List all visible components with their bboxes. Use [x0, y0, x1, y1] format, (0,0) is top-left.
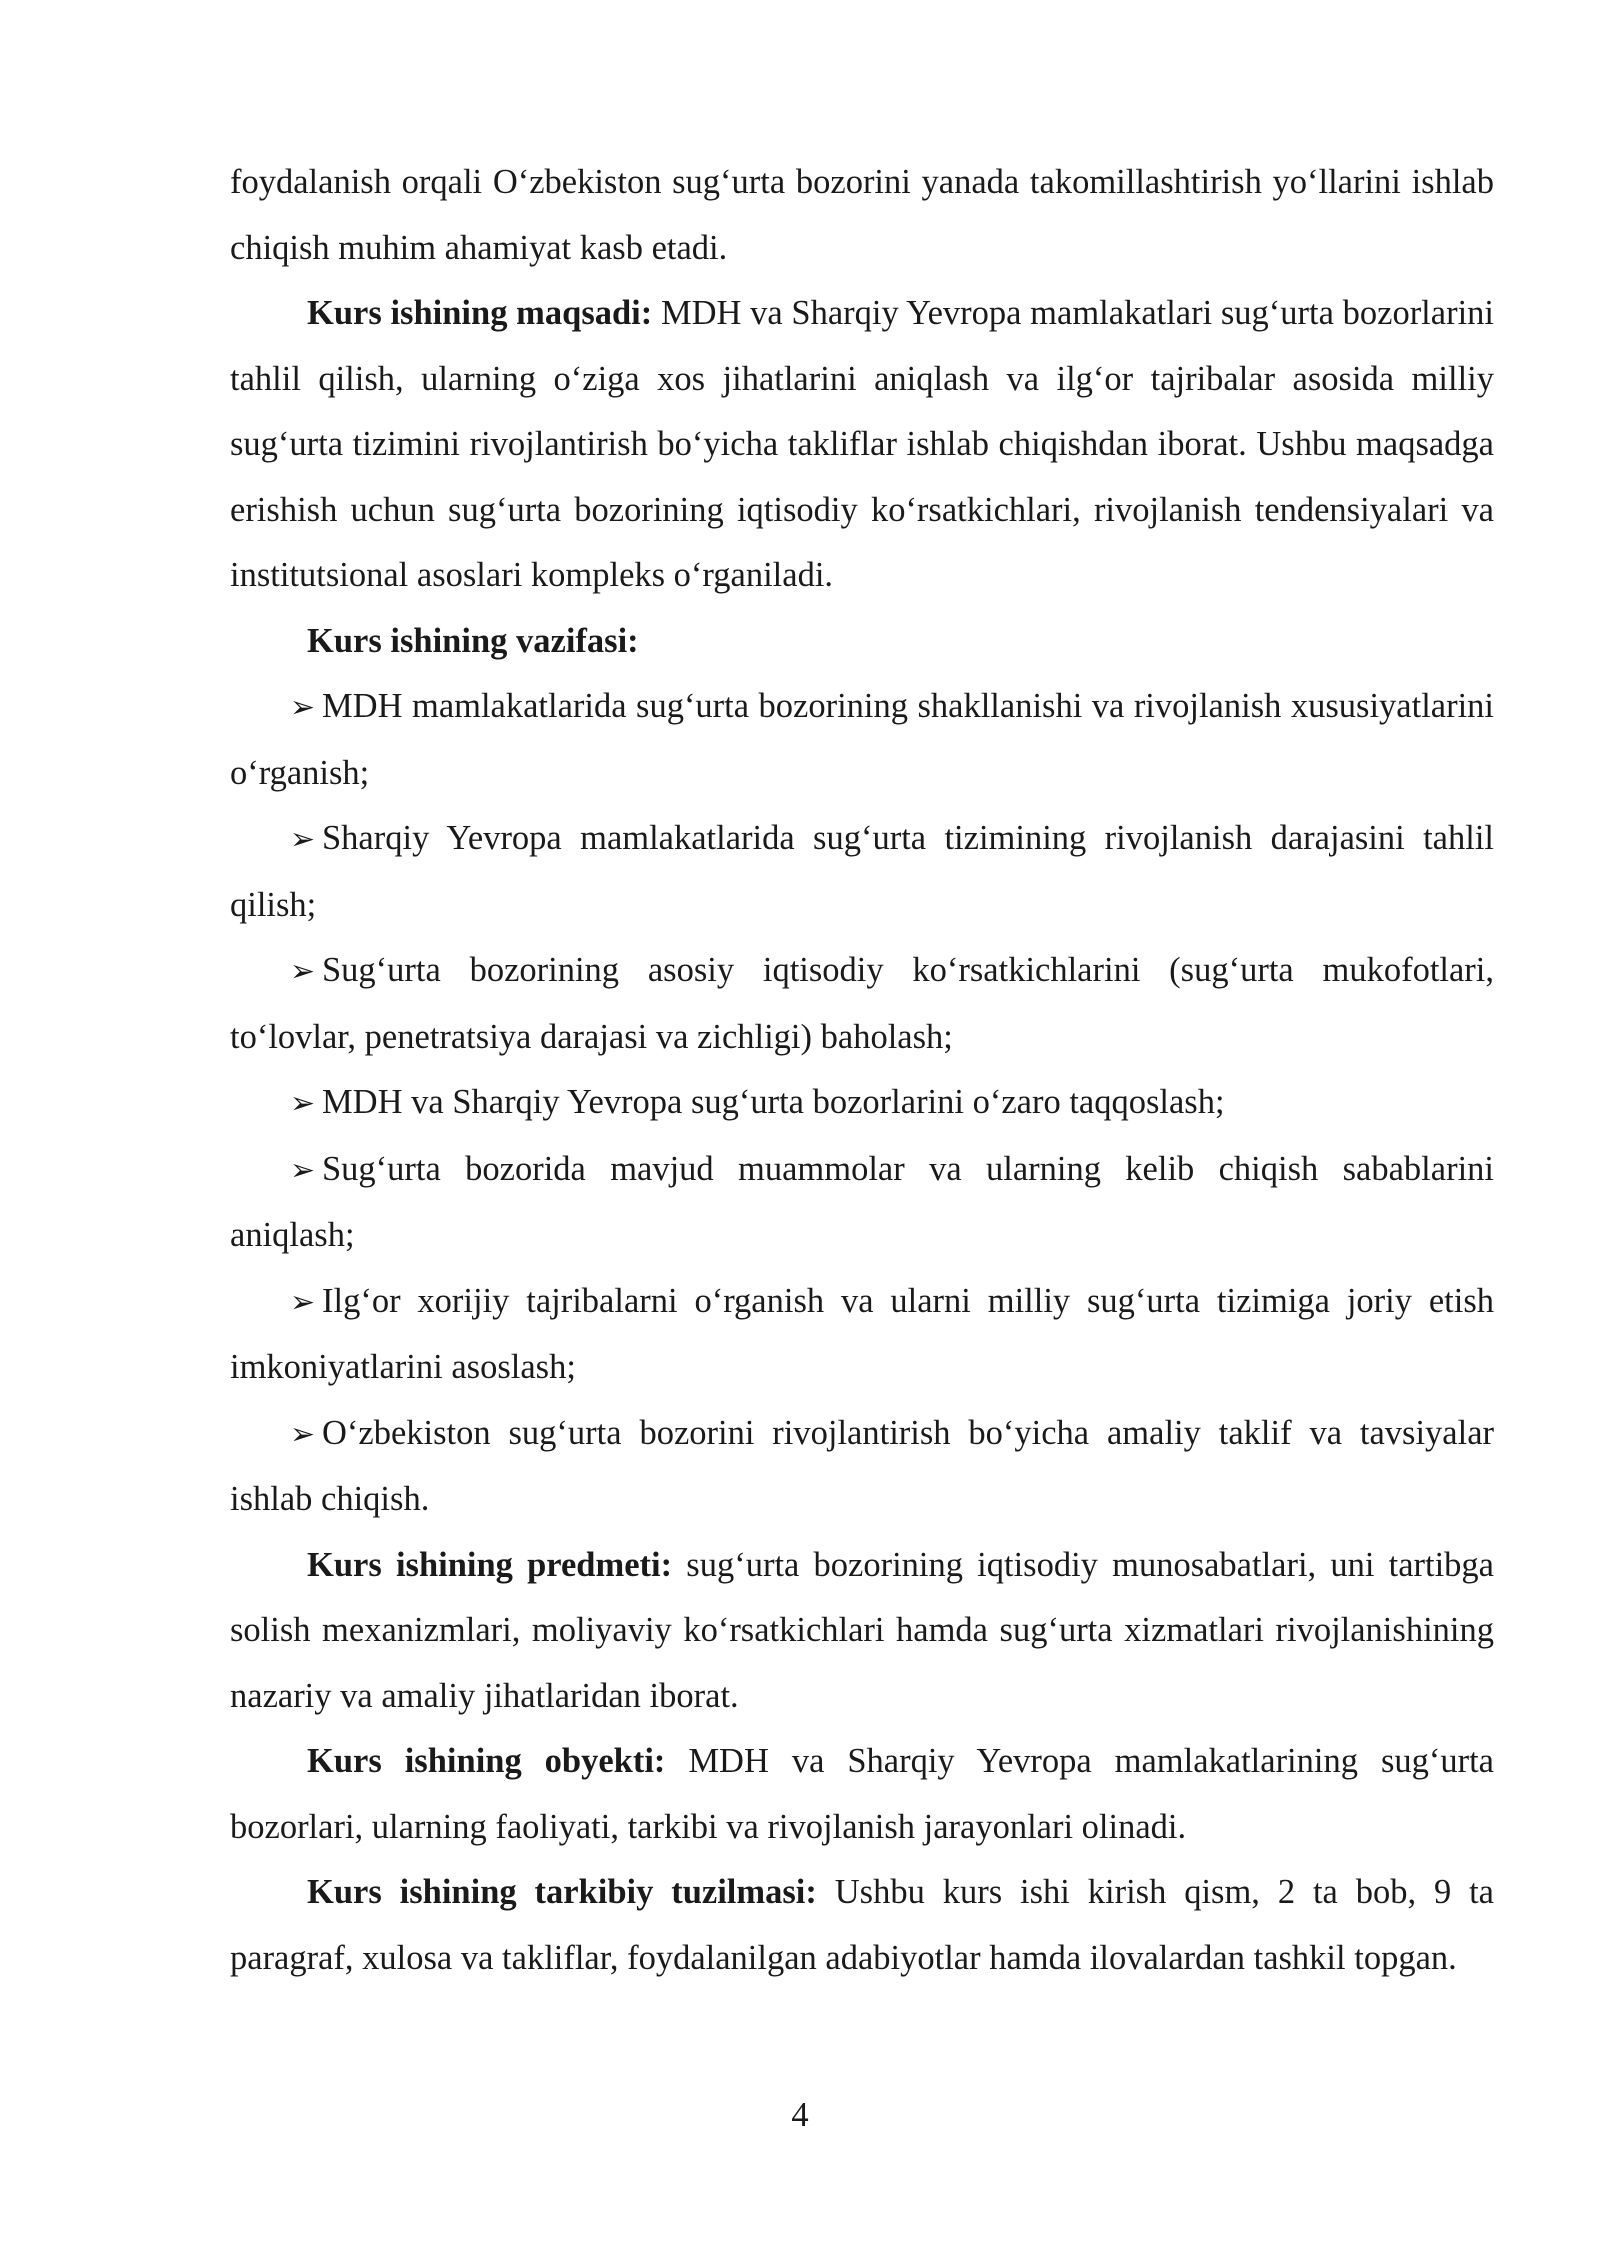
task-item-text: O‘zbekiston sug‘urta bozorini rivojlantirish bo‘yicha amaliy taklif va tavsiyalar ishlab chiqish. — [230, 1413, 1494, 1518]
arrowhead-bullet-icon: ➢ — [290, 690, 316, 725]
structure-paragraph — [230, 1860, 1494, 1991]
arrowhead-bullet-icon: ➢ — [290, 1086, 316, 1121]
structure-text: Ushbu kurs ishi kirish qism, 2 ta bob, 9 ta paragraf, xulosa va takliflar, foydalanilgan adabiyotlar hamda ilovalardan tashkil topgan. — [230, 1873, 1494, 1977]
intro-continuation-paragraph: foydalanish orqali O‘zbekiston sug‘urta bozorini yanada takomillashtirish yo‘llarini ishlab chiqish muhim ahamiyat kasb etadi. — [230, 163, 1494, 267]
task-item — [230, 1137, 1494, 1269]
object-heading: Kurs ishining obyekti: — [307, 1742, 666, 1780]
goal-text: MDH va Sharqiy Yevropa mamlakatlari sug‘urta bozorlarini tahlil qilish, ularning o‘ziga xos jihatlarini aniqlash va ilg‘or tajribalar asosida milliy sug‘urta tizimini rivojlantirish bo‘yicha takliflar ishlab chiqishdan iborat. Ushbu maqsadga erishish uchun sug‘urta bozorining iqtisodiy ko‘rsatkichlari, rivojlanish tendensiyalari va institutsional asoslari kompleks o‘rganiladi. — [230, 294, 1494, 594]
task-item — [230, 938, 1494, 1070]
task-item — [230, 1070, 1494, 1137]
arrowhead-bullet-icon: ➢ — [290, 822, 316, 857]
task-item — [230, 1401, 1494, 1533]
task-item — [230, 806, 1494, 938]
task-item-text: Sharqiy Yevropa mamlakatlarida sug‘urta tizimining rivojlanish darajasini tahlil qilish; — [230, 819, 1494, 924]
object-paragraph — [230, 1729, 1494, 1860]
arrowhead-bullet-icon: ➢ — [290, 1152, 316, 1188]
task-item-text: Ilg‘or xorijiy tajribalarni o‘rganish va ularni milliy sug‘urta tizimiga joriy etish imkoniyatlarini asoslash; — [230, 1281, 1494, 1386]
document-body — [230, 150, 1494, 1991]
object-text: MDH va Sharqiy Yevropa mamlakatlarining sug‘urta bozorlari, ularning faoliyati, tarkibi va rivojlanish jarayonlari olinadi. — [230, 1742, 1494, 1846]
tasks-heading-paragraph — [230, 609, 1494, 675]
structure-heading: Kurs ishining tarkibiy tuzilmasi: — [307, 1873, 817, 1911]
tasks-heading: Kurs ishining vazifasi: — [307, 621, 639, 660]
subject-paragraph — [230, 1533, 1494, 1730]
arrowhead-bullet-icon: ➢ — [290, 954, 316, 989]
task-item-text: Sug‘urta bozorida mavjud muammolar va ularning kelib chiqish sabablarini aniqlash; — [230, 1149, 1494, 1254]
task-item-text: Sug‘urta bozorining asosiy iqtisodiy ko‘rsatkichlarini (sug‘urta mukofotlari, to‘lovlar, penetratsiya darajasi va zichligi) baholash; — [230, 951, 1494, 1056]
arrowhead-bullet-icon: ➢ — [290, 1416, 316, 1452]
task-item-text: MDH va Sharqiy Yevropa sug‘urta bozorlarini o‘zaro taqqoslash; — [322, 1083, 1225, 1121]
goal-paragraph — [230, 281, 1494, 609]
task-item-text: MDH mamlakatlarida sug‘urta bozorining shakllanishi va rivojlanish xususiyatlarini o‘rganish; — [230, 687, 1494, 792]
task-item — [230, 1269, 1494, 1401]
arrowhead-bullet-icon: ➢ — [290, 1284, 316, 1320]
goal-heading: Kurs ishining maqsadi: — [307, 294, 653, 332]
page-number: 4 — [791, 2096, 809, 2134]
subject-text: sug‘urta bozorining iqtisodiy munosabatlari, uni tartibga solish mexanizmlari, moliyaviy ko‘rsatkichlari hamda sug‘urta xizmatlari rivojlanishining nazariy va amaliy jihatlaridan iborat. — [230, 1545, 1494, 1715]
task-item — [230, 674, 1494, 806]
subject-heading: Kurs ishining predmeti: — [307, 1545, 673, 1584]
